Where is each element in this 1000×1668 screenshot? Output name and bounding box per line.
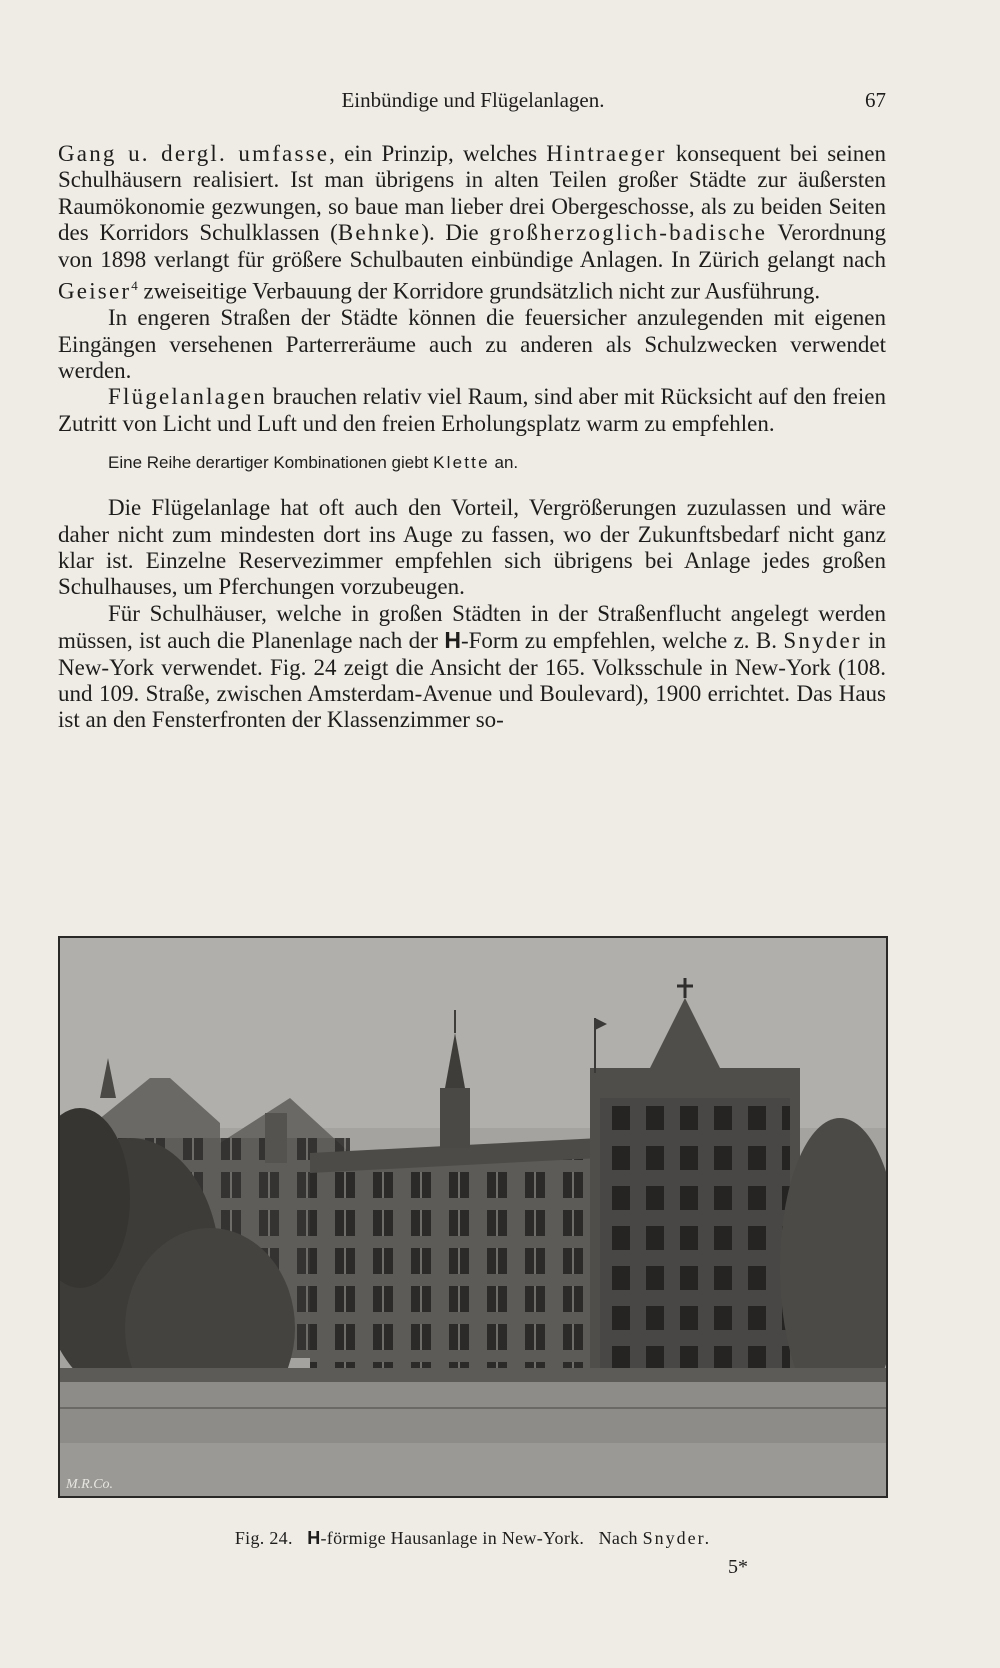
spaced-text: Gang u. dergl. umfasse (58, 141, 330, 166)
running-header (60, 88, 886, 118)
text-run: konsequent bei seinen Schulhäusern realisiert. Ist man übrigens in alten Teilen großer Städte zur äußersten Raumökonomie gezwungen, so baue man lieber drei Obergeschosse, als zu beiden Seiten des Korridors Schulklassen ( (58, 141, 886, 246)
text-run: Eine Reihe derartiger Kombinationen giebt (108, 453, 434, 473)
caption-author: Snyder. (642, 1528, 712, 1548)
author-name-geiser: Geiser (58, 278, 132, 304)
author-name-klette: Klette (433, 453, 490, 473)
school-building-illustration (60, 938, 886, 1496)
caption-nach: Nach (598, 1528, 638, 1548)
caption-h-letter: H (307, 1528, 321, 1548)
text-run: -Form zu empfehlen, welche z. B. (460, 628, 784, 654)
figure-caption (60, 1528, 886, 1549)
small-print-note (108, 451, 886, 475)
figure-school-photo (58, 936, 888, 1498)
spaced-text: großherzoglich-badische (489, 220, 768, 246)
paragraph-5 (58, 601, 886, 734)
page-number: 67 (865, 88, 886, 112)
author-name-snyder: Snyder (783, 628, 862, 654)
h-letter: H (444, 627, 461, 654)
text-run: Für Schulhäuser, welche in großen Städten in der Straßenflucht angelegt werden müssen, ist auch die Planenlage nach der (58, 600, 886, 654)
text-run: Verordnung von 1898 verlangt für größere Schulbauten einbündige Anlagen. In Zürich gelangt nach (58, 220, 886, 272)
text-run: brauchen relativ viel Raum, sind aber mit Rücksicht auf den freien Zutritt von Licht und Luft und den freien Erholungsplatz warm zu empfehlen. (58, 384, 886, 436)
author-name-behnke: Behnke (337, 220, 422, 246)
text-run: , ein Prinzip, welches (329, 141, 547, 166)
spaced-text: Flügelanlagen (108, 384, 267, 410)
body-text (58, 141, 886, 734)
paragraph-1 (58, 141, 886, 305)
caption-fig-number: Fig. 24. (234, 1528, 293, 1548)
text-run: in New-York verwendet. Fig. 24 zeigt die Ansicht der 165. Volksschule in New-York (108. und 109. Straße, zwischen Amsterdam-Avenue und Boulevard), 1900 errichtet. Das Haus ist an den Fensterfronten der Klassenzimmer so- (58, 628, 887, 733)
text-run: an. (489, 453, 519, 473)
author-name-hintraeger: Hintraeger (546, 141, 667, 166)
text-run: zweiseitige Verbauung der Korridore grundsätzlich nicht zur Ausführung. (137, 278, 821, 304)
footnote-marker: 4 (131, 278, 138, 294)
paragraph-2: In engeren Straßen der Städte können die feuersicher anzulegenden mit eigenen Eingängen versehenen Parterreräume auch zu anderen als Schulzwecken verwendet werden. (58, 305, 886, 383)
text-run: ). Die (421, 220, 490, 246)
running-title: Einbündige und Flügelanlagen. (341, 88, 605, 112)
engraver-mark: M.R.Co. (66, 1477, 114, 1492)
signature-mark: 5* (728, 1556, 748, 1578)
caption-text: -förmige Hausanlage in New-York. (320, 1528, 585, 1548)
paragraph-3 (58, 384, 886, 437)
paragraph-4: Die Flügelanlage hat oft auch den Vorteil, Vergrößerungen zuzulassen und wäre daher nicht zum mindesten dort ins Auge zu fassen, wo der Zukunftsbedarf nicht ganz klar ist. Einzelne Reservezimmer empfehlen sich übrigens bei Anlage jedes großen Schulhauses, um Pferchungen vorzubeugen. (58, 495, 886, 600)
